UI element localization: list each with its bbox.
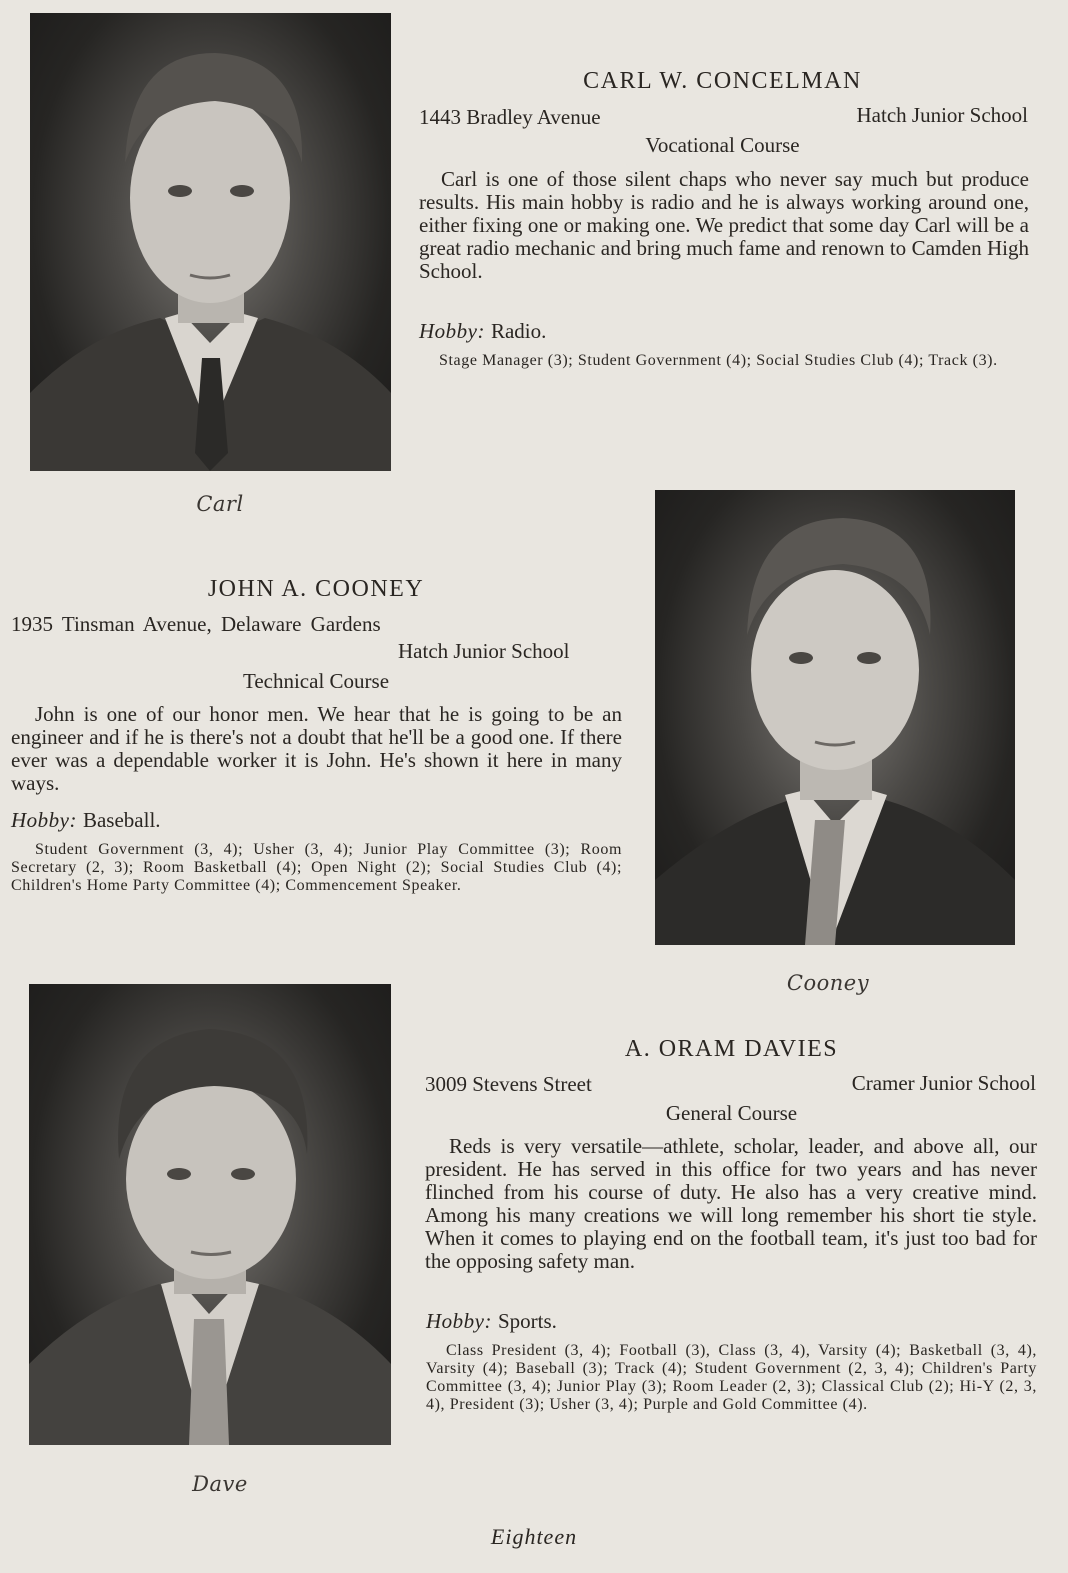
photo-caption: Cooney (786, 971, 870, 995)
student-address: 1935 Tinsman Avenue, Delaware Gardens (11, 612, 381, 636)
hobby-line (419, 319, 546, 344)
photo-caption: Dave (192, 1472, 248, 1496)
hobby-label: Hobby: (426, 1309, 492, 1333)
student-name: CARL W. CONCELMAN (583, 68, 862, 94)
course-name: Technical Course (242, 669, 390, 693)
portrait-photo-dave (29, 984, 391, 1445)
student-bio: John is one of our honor men. We hear that he is going to be an engineer and if he is there's not a doubt that he'll be a good one. If there ever was a dependable worker it is John. He's shown it here in many ways. (11, 702, 622, 795)
hobby-label: Hobby: (419, 319, 485, 343)
student-address: 3009 Stevens Street (425, 1072, 592, 1096)
hobby-value: Baseball. (82, 808, 161, 832)
portrait-photo-cooney (655, 490, 1015, 945)
activities-list: Student Government (3, 4); Usher (3, 4); Junior Play Committee (3); Room Secretary (2, 3); Room Basketball (4); Open Night (2); Social Studies Club (4); Children's Home Party Committee (4); Commencement Speaker. (11, 841, 622, 894)
page-number: Eighteen (490, 1524, 578, 1549)
hobby-value: Radio. (490, 319, 547, 343)
hobby-value: Sports. (497, 1309, 557, 1333)
student-name: JOHN A. COONEY (207, 576, 425, 602)
hobby-line (426, 1309, 557, 1334)
course-name: Vocational Course (645, 133, 800, 157)
photo-caption: Carl (196, 492, 244, 516)
hobby-line (11, 808, 161, 833)
portrait-photo-carl (30, 13, 391, 471)
junior-school: Hatch Junior School (398, 639, 570, 663)
course-name: General Course (665, 1101, 798, 1125)
student-bio: Carl is one of those silent chaps who never say much but produce results. His main hobby is radio and he is always working around one, either fixing one or making one. We predict that some day Carl will be a great radio mechanic and bring much fame and renown to Camden High School. (419, 167, 1029, 283)
activities-list: Class President (3, 4); Football (3), Class (3, 4), Varsity (4); Basketball (3, 4), Varsity (4); Baseball (3); Track (4); Student Government (2, 3, 4); Children's Party Committee (3, 4); Junior Play (3); Room Leader (2, 3); Classical Club (2); Hi-Y (2, 3, 4), President (3); Usher (3, 4); Purple and Gold Committee (4). (426, 1342, 1037, 1413)
hobby-label: Hobby: (11, 808, 77, 832)
junior-school: Hatch Junior School (856, 103, 1028, 127)
student-name: A. ORAM DAVIES (624, 1036, 839, 1062)
activities-list: Stage Manager (3); Student Government (4); Social Studies Club (4); Track (3). (439, 352, 998, 369)
student-address: 1443 Bradley Avenue (419, 105, 601, 129)
student-bio: Reds is very versatile—athlete, scholar, leader, and above all, our president. He has served in this office for two years and has never flinched from his course of duty. He also has a very creative mind. Among his many creations we will long remember his short tie style. When it comes to playing end on the football team, it's just too bad for the opposing safety man. (425, 1134, 1037, 1273)
junior-school: Cramer Junior School (851, 1071, 1036, 1095)
